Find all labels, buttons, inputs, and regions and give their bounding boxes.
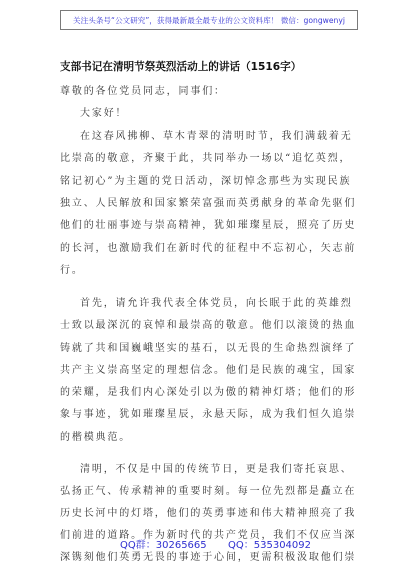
paragraph-line: 行。 (60, 265, 84, 276)
paragraph-line: 的长河，也激励我们在新时代的征程中不忘初心，矢志前 (60, 243, 357, 254)
paragraph-line: 共产主义崇高坚定的理想信念。他们是民族的魂宝，国家 (60, 365, 357, 376)
paragraph-line: 在这春风拂柳、草木青翠的清明时节，我们满载着无 (80, 131, 353, 142)
paragraph-line: 们前进的道路。作为新时代的共产党员，我们不仅应当深 (60, 530, 357, 541)
paragraph-line: 铸就了共和国巍峨坚实的基石，以无畏的生命热烈演绎了 (60, 343, 357, 354)
paragraph-line: 铭记初心”为主题的党日活动，深切悼念那些为实现民族 (60, 176, 352, 187)
paragraph-line: 独立、人民解放和国家繁荣富强而英勇献身的革命先驱们 (60, 198, 357, 209)
paragraph-line: 弘扬正气、传承精神的重要时刻。每一位先烈都是矗立在 (60, 486, 357, 497)
paragraph-line: 象与事迹，犹如璀璨星辰，永悬天际，成为我们恒久追崇 (60, 409, 357, 420)
paragraph-line: 首先，请允许我代表全体党员，向长眠于此的英雄烈 (80, 298, 353, 309)
paragraph-line: 的楷模典范。 (60, 432, 132, 443)
paragraph-line: 的荣耀，是我们内心深处引以为傲的精神灯塔；他们的形 (60, 387, 357, 398)
paragraph-line: 比崇高的敬意，齐聚于此，共同举办一场以“追忆英烈， (60, 153, 352, 164)
paragraph-line: 士致以最深沉的哀悼和最崇高的敬意。他们以滚烫的热血 (60, 320, 357, 331)
paragraph-line: 他们的壮丽事迹与崇高精神，犹如璀璨星辰，照亮了历史 (60, 220, 357, 231)
greeting-line: 大家好！ (80, 108, 128, 119)
paragraph-line: 历史长河中的灯塔，他们的英勇事迹和伟大精神照亮了我 (60, 508, 357, 519)
document-title: 支部书记在清明节祭英烈活动上的讲话（1516字） (60, 61, 302, 73)
footer-qq-group: QQ群：30265665 (120, 540, 207, 551)
promo-banner (60, 10, 358, 30)
promo-banner-text: 关注头条号“公文研究”，获得最新最全最专业的公文资料库！ 微信：gongwenyj (73, 15, 345, 25)
footer-qq: QQ：535304092 (228, 540, 312, 551)
paragraph-line: 清明，不仅是中国的传统节日，更是我们寄托哀思、 (80, 464, 353, 475)
paragraph-line: 深镌刻他们英勇无畏的事迹于心间，更需积极汲取他们崇 (60, 552, 357, 563)
salutation-line: 尊敬的各位党员同志，同事们： (60, 86, 226, 97)
